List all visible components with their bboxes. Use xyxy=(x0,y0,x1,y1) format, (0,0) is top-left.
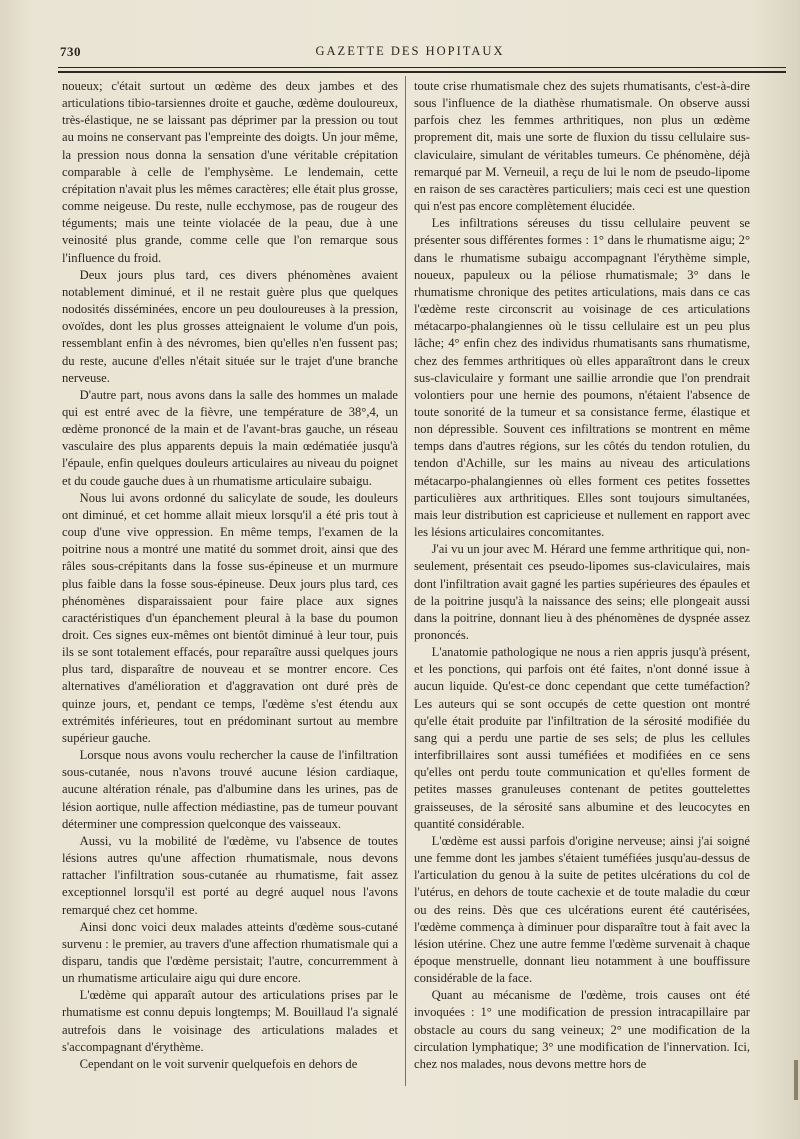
page-header xyxy=(50,38,770,62)
paragraph: L'œdème qui apparaît autour des articulations prises par le rhumatisme est connu depuis longtemps; M. Bouillaud l'a signalé autrefois dans le voisinage des articulations malades et s'accompagnant d'érythème. xyxy=(62,988,398,1054)
page-edge-mark xyxy=(794,1060,798,1100)
paragraph: Nous lui avons ordonné du salicylate de soude, les douleurs ont diminué, et cet homme allait mieux lorsqu'il a été pris tout à coup d'une vive oppression. En même temps, l'examen de la poitrine nous a montré une matité du sommet droit, ainsi que des râles sous-crépitants dans la fosse sus-épineuse et un murmure plus faible dans la fosse sous-épineuse. Deux jours plus tard, ces phénomènes disparaissaient pour faire place aux signes caractéristiques d'un épanchement pleural à la base du poumon droit. Ces signes eux-mêmes ont bientôt diminué à leur tour, puis ils se sont totalement effacés, pour reparaître aussi quelques jours plus tard, disparaître de nouveau et se montrer encore. Ces alternatives d'amélioration et d'aggravation ont duré près de quinze jours, et, pendant ce temps, l'œdème s'est étendu aux extrémités inférieures, tout en prédominant surtout au membre supérieur gauche. xyxy=(62,490,398,745)
column-divider xyxy=(405,76,406,1086)
header-rule-thick xyxy=(58,71,786,73)
page-number: 730 xyxy=(60,44,81,59)
paragraph: L'anatomie pathologique ne nous a rien appris jusqu'à présent, et les ponctions, qui parfois ont été faites, n'ont donné issue à aucun liquide. Qu'est-ce donc cependant que cette tuméfaction? Les auteurs qui se sont occupés de cette question ont montré qu'elle était produite par l'infiltration de la sérosité modifiée du sang qui a perdu une partie de ses sels; de plus les cellules interfibrillaires sont aussi tuméfiées et modifiées en ce sens qu'elles ont perdu toute communication et qu'elles forment de petites masses granuleuses contenant de petites gouttelettes graisseuses, de la sérosité sans albumine et des leucocytes en quantité considérable. xyxy=(414,645,750,831)
paragraph: noueux; c'était surtout un œdème des deux jambes et des articulations tibio-tarsiennes droite et gauche, œdème douloureux, très-élastique, ne se laissant pas déprimer par la pression ou tout au moins ne conservant pas l'empreinte des doigts. Un jour même, la pression nous donna la sensation d'une véritable crépitation comparable à celle de l'emphysème. Le lendemain, cette crépitation n'avait plus les mêmes caractères; elle était plus grosse, comme neigeuse. Du reste, nulle ecchymose, pas de rougeur des téguments; mais une teinte violacée de la peau, due à une veinosité plus grande, comme celle que l'on remarque sous l'influence du froid. xyxy=(62,79,398,265)
paragraph: Ainsi donc voici deux malades atteints d'œdème sous-cutané survenu : le premier, au travers d'une affection rhumatismale qui a disparu, tandis que l'œdème persistait; l'autre, concurremment à un rhumatisme articulaire aigu qui dure encore. xyxy=(62,919,398,986)
paragraph: J'ai vu un jour avec M. Hérard une femme arthritique qui, non-seulement, présentait ces pseudo-lipomes sus-claviculaires, mais dont l'infiltration avait gagné les parties supérieures des épaules et de la poitrine jusqu'à la naissance des seins; elle plongeait aussi dans la poitrine, donnant lieu à des phénomènes de dyspnée assez prononcés. xyxy=(414,542,750,642)
paragraph: L'œdème est aussi parfois d'origine nerveuse; ainsi j'ai soigné une femme dont les jambes s'étaient tuméfiées jusqu'au-dessus de l'articulation du genou à la suite de petites ulcérations du col de l'utérus, en dehors de toute cachexie et de toute maladie du cœur ou des reins. Dès que ces ulcérations eurent été cautérisées, l'œdème commença à diminuer pour disparaître tout à fait avec la lésion utérine. Chez une autre femme l'œdème survenait à chaque époque menstruelle, donnant lieu notamment à une bouffissure considérable de la face. xyxy=(414,833,750,986)
paragraph: Deux jours plus tard, ces divers phénomènes avaient notablement diminué, et il ne restait guère plus que quelques nodosités disséminées, encore un peu douloureuses à la pression, ovoïdes, dont les plus grosses atteignaient le volume d'un pois, ressemblant enfin à des névromes, bien qu'elles n'en fussent pas; du reste, aucune d'elles n'était située sur le trajet d'une branche nerveuse. xyxy=(62,267,398,385)
right-column xyxy=(414,78,750,1073)
paragraph: toute crise rhumatismale chez des sujets rhumatisants, c'est-à-dire sous l'influence de la diathèse rhumatismale. On observe aussi parfois chez les femmes arthritiques, non plus un œdème proprement dit, mais une sorte de fluxion du tissu cellulaire sus-claviculaire, simulant de véritables tumeurs. Ce phénomène, déjà remarqué par M. Verneuil, a reçu de lui le nom de pseudo-lipome en raison de ses caractères particuliers; mais ceci est une question qui n'est pas encore complètement élucidée. xyxy=(414,79,750,214)
paragraph: Quant au mécanisme de l'œdème, trois causes ont été invoquées : 1° une modification de pression intracapillaire par obstacle au cours du sang veineux; 2° une modification de la circulation lymphatique; 3° une modification de l'innervation. Ici, chez nos malades, nous devons mettre hors de xyxy=(414,988,750,1071)
paragraph: Les infiltrations séreuses du tissu cellulaire peuvent se présenter sous différentes formes : 1° dans le rhumatisme aigu; 2° dans le rhumatisme subaigu accompagnant l'érythème simple, noueux, papuleux ou la péliose rhumatismale; 3° dans le rhumatisme chronique des petites articulations, mais dans ce cas l'œdème reste circonscrit au voisinage de ces articulations métacarpo-phalangiennes où le tissu cellulaire est un peu plus lâche; 4° enfin chez des individus rhumatisants sans rhumatisme, chez des femmes arthritiques où elles apparaîtront dans le creux sus-claviculaire y formant une saillie arrondie que l'on prendrait volontiers pour une hernie des poumons, n'étaient l'absence de toute sonorité de la tumeur et sa consistance ferme, élastique et non dépressible. Souvent ces infiltrations se montrent en même temps dans d'autres régions, sur les côtés du tendon rotulien, du tendon d'Achille, sur les mains au niveau des articulations métacarpo-phalangiennes où elles forment ces petites fossettes particulières aux arthritiques. Elles sont toujours simultanées, mais leur distribution est capricieuse et nullement en rapport avec les lésions articulaires concomitantes. xyxy=(414,216,750,540)
paragraph: Lorsque nous avons voulu rechercher la cause de l'infiltration sous-cutanée, nous n'avons trouvé aucune lésion cardiaque, aucune altération rénale, pas d'albumine dans les urines, pas de lésion aortique, nulle affection médiastine, pas de tumeur pouvant déterminer une compression quelconque des vaisseaux. xyxy=(62,748,398,831)
paragraph: D'autre part, nous avons dans la salle des hommes un malade qui est entré avec de la fièvre, une température de 38°,4, un œdème prononcé de la main et de l'avant-bras gauche, un réseau vasculaire des plus apparents depuis la main œdématiée jusqu'à l'épaule, enfin quelques douleurs articulaires au niveau du poignet et du coude gauche dues à un rhumatisme articulaire subaigu. xyxy=(62,387,398,488)
paragraph: Cependant on le voit survenir quelquefois en dehors de xyxy=(79,1056,358,1071)
header-rule-thin xyxy=(58,67,786,68)
paragraph: Aussi, vu la mobilité de l'œdème, vu l'absence de toutes lésions autres qu'une affection rhumatismale, nous devons rattacher l'infiltration sous-cutanée au rhumatisme, fait assez exceptionnel lorsqu'il est porté au degré auquel nous l'avons remarqué chez cet homme. xyxy=(62,833,398,917)
journal-title: GAZETTE DES HOPITAUX xyxy=(315,44,505,58)
left-column xyxy=(62,78,398,1073)
